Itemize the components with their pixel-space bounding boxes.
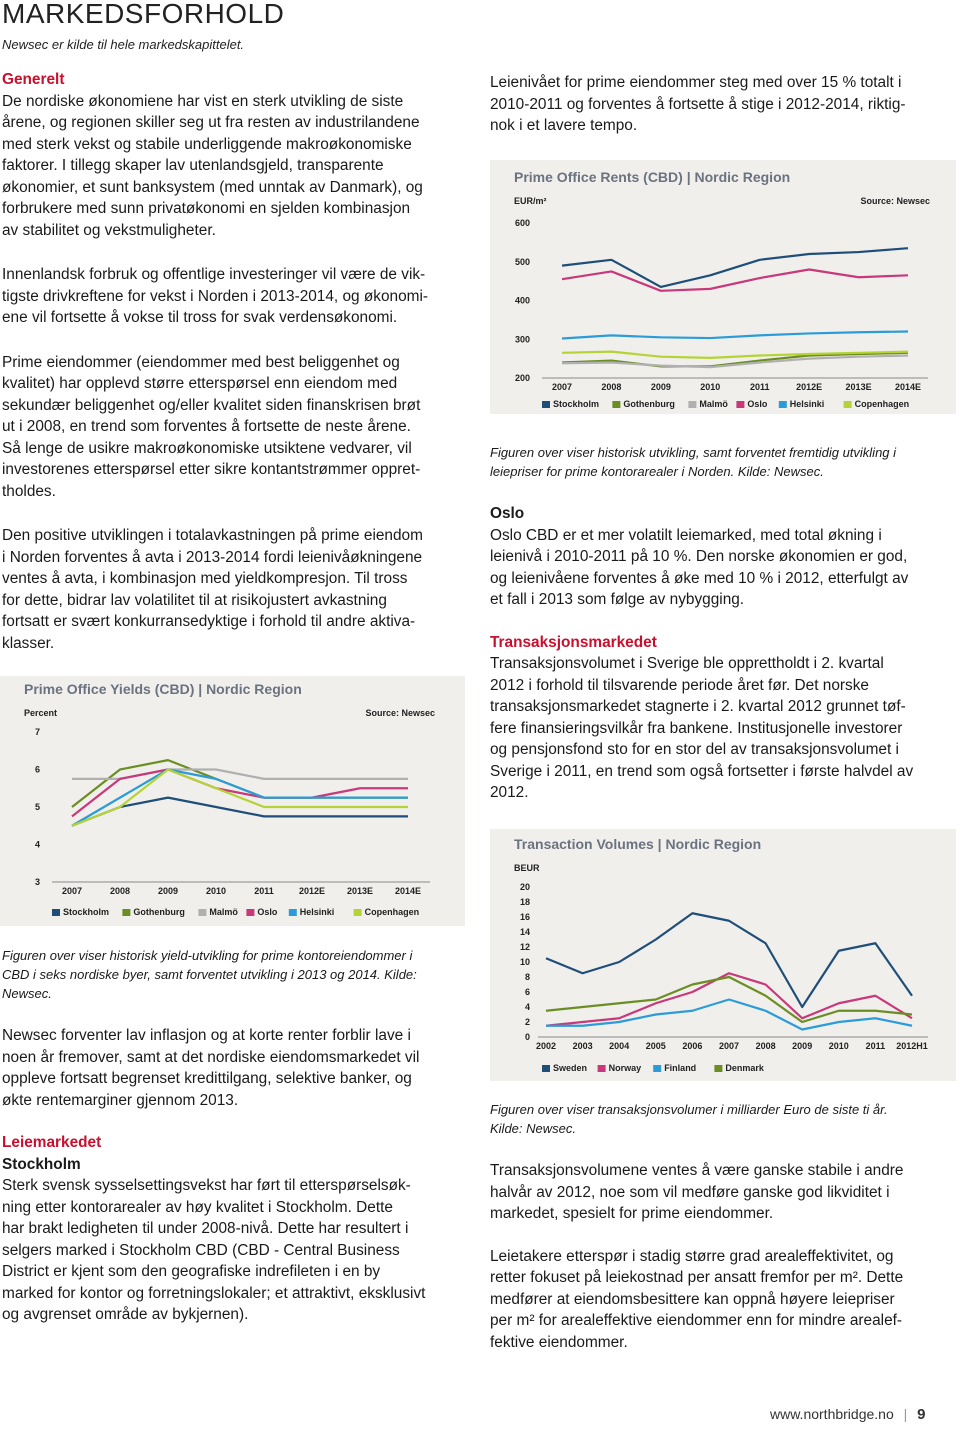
x-tick-label: 2010 xyxy=(700,382,721,392)
y-tick-label: 300 xyxy=(514,334,530,345)
series-line-sweden xyxy=(546,913,912,1007)
x-tick-label: 2007 xyxy=(718,1041,740,1051)
text-line: Oslo CBD er et mer volatilt leiemarked, med total økning i xyxy=(490,526,882,544)
legend-label: Oslo xyxy=(257,907,278,917)
right-column-lower xyxy=(490,1100,958,1353)
volumes-chart-svg xyxy=(490,829,956,1081)
paragraph-leienivaa xyxy=(490,72,958,137)
page-title: MARKEDSFORHOLD xyxy=(2,0,285,29)
text-line: leienivå i 2010-2011 på 10 %. Den norske økonomien er god, xyxy=(490,548,908,565)
x-tick-label: 2014E xyxy=(394,886,422,896)
yields-chart-svg xyxy=(0,676,465,926)
text-line: selgers marked i Stockholm CBD (CBD - Central Business xyxy=(2,1241,400,1259)
text-line: marked for kontor og forretningslokaler; et attraktivt, eksklusivt xyxy=(2,1284,426,1302)
x-tick-label: 2004 xyxy=(609,1041,630,1051)
legend-swatch xyxy=(122,909,130,916)
text-line: Transaksjonsvolumene ventes å være ganske stabile i andre xyxy=(490,1162,904,1179)
text-line: Innenlandsk forbruk og offentlige investeringer vil være de vik- xyxy=(2,266,426,283)
y-tick-label: 2 xyxy=(524,1017,530,1027)
text-line: noen år fremover, samt at det nordiske eiendomsmarkedet vil xyxy=(2,1048,420,1066)
volumes-chart xyxy=(490,829,956,1081)
y-tick-label: 200 xyxy=(514,373,530,383)
y-tick-label: 10 xyxy=(519,957,530,967)
legend-label: Malmö xyxy=(209,907,238,917)
text-line: og avgrenset område av bykjernen). xyxy=(2,1306,249,1323)
rents-chart xyxy=(490,160,956,414)
y-tick-label: 4 xyxy=(34,839,40,850)
legend-label: Malmö xyxy=(699,399,728,409)
rents-chart-svg xyxy=(490,160,956,414)
text-line: økonomier, et sunt banksystem (med unntak av Danmark), og xyxy=(2,178,423,196)
legend-label: Oslo xyxy=(747,399,768,409)
x-tick-label: 2006 xyxy=(682,1041,703,1051)
text-line: markedet, spesielt for prime eiendommer. xyxy=(490,1205,774,1222)
text-line: Sverige i 2011, en trend som også fortsetter i første halvdel av xyxy=(490,762,914,780)
paragraph-generelt xyxy=(2,91,464,242)
y-tick-label: 4 xyxy=(524,1002,530,1012)
y-tick-label: 5 xyxy=(34,802,40,812)
text-line: og leienivåene forventes å øke med 10 % i 2012, etterfulgt av xyxy=(490,569,909,587)
x-tick-label: 2011 xyxy=(254,886,274,896)
y-tick-label: 20 xyxy=(519,882,530,892)
y-tick-label: 500 xyxy=(514,256,530,267)
x-tick-label: 2009 xyxy=(792,1041,813,1051)
series-line-helsinki xyxy=(562,332,908,339)
x-tick-label: 2013E xyxy=(346,886,374,896)
legend-swatch xyxy=(736,401,744,408)
text-line: forbrukere med sunn privatøkonomi en sjelden kombinasjon xyxy=(2,200,411,217)
text-line: kvalitet) har opplevd større etterspørsel enn eiendom med xyxy=(2,375,398,392)
legend-swatch xyxy=(542,401,550,408)
text-line: sekundær beliggenhet og/eller kvalitet siden finanskrisen brøt xyxy=(2,396,421,414)
x-tick-label: 2007 xyxy=(551,382,573,392)
y-tick-label: 3 xyxy=(34,877,40,887)
y-tick-label: 6 xyxy=(34,764,40,775)
x-tick-label: 2002 xyxy=(535,1041,557,1051)
series-line-finland xyxy=(546,1000,912,1030)
text-line: transaksjonsmarkedet stagnerte i 2. kvartal 2012 grunnet tøf- xyxy=(490,698,906,715)
legend-swatch xyxy=(779,401,787,408)
y-tick-label: 7 xyxy=(34,727,40,737)
legend-swatch xyxy=(52,909,60,916)
legend-label: Sweden xyxy=(553,1063,588,1073)
text-line: Leietakere etterspør i stadig større grad arealeffektivitet, og xyxy=(490,1247,894,1265)
text-line: Transaksjonsvolumet i Sverige ble opprettholdt i 2. kvartal xyxy=(490,655,884,672)
text-line: halvår av 2012, noe som vil medføre ganske god likviditet i xyxy=(490,1183,890,1201)
x-tick-label: 2012E xyxy=(298,886,326,896)
text-line: nok i et lavere tempo. xyxy=(490,117,638,134)
y-tick-label: 0 xyxy=(524,1032,530,1042)
x-tick-label: 2011 xyxy=(865,1041,886,1051)
yields-caption xyxy=(2,946,464,1003)
y-tick-label: 400 xyxy=(514,295,530,306)
y-tick-label: 18 xyxy=(519,897,530,907)
text-line: fere finansieringsvilkår fra bankene. Institusjonelle investorer xyxy=(490,719,903,737)
x-tick-label: 2008 xyxy=(755,1041,776,1051)
text-line: Den positive utviklingen i totalavkastningen på prime eiendom xyxy=(2,527,423,544)
legend-label: Stockholm xyxy=(553,399,600,409)
text-line: leiepriser for prime kontorarealer i Norden. Kilde: Newsec. xyxy=(490,464,824,479)
page-number: 9 xyxy=(917,1406,926,1423)
text-line: Sterk svensk sysselsettingsvekst har ført til etterspørselsøk- xyxy=(2,1177,411,1194)
x-tick-label: 2008 xyxy=(601,382,622,392)
text-line: 2010-2011 og forventes å fortsette å stige i 2012-2014, riktig- xyxy=(490,95,906,113)
chart-title: Prime Office Yields (CBD) | Nordic Region xyxy=(24,681,302,697)
paragraph-transaksjon xyxy=(490,653,958,804)
series-line-oslo xyxy=(562,270,908,291)
text-line: ut i 2008, en trend som forventes å fortsette de neste årene. xyxy=(2,418,411,435)
chart-unit-label: Percent xyxy=(24,708,58,718)
text-line: klasser. xyxy=(2,634,55,652)
legend-swatch xyxy=(598,1065,606,1072)
text-line: og pensjonsfond sto for en stor del av transaksjonsvolumet i xyxy=(490,741,899,758)
chart-source: Source: Newsec xyxy=(365,708,435,718)
text-line: fektive eiendommer. xyxy=(490,1333,628,1351)
paragraph-prime xyxy=(2,352,464,503)
chart-title: Transaction Volumes | Nordic Region xyxy=(514,836,762,852)
x-tick-label: 2014E xyxy=(894,382,922,392)
text-line: 2012. xyxy=(490,784,529,801)
text-line: 2012 i forhold til tilsvarende periode året før. Det norske xyxy=(490,676,869,694)
legend-swatch xyxy=(289,909,297,916)
transaksjon-heading: Transaksjonsmarkedet xyxy=(490,633,657,651)
legend-swatch xyxy=(653,1065,661,1072)
legend-label: Stockholm xyxy=(63,907,110,917)
text-line: Figuren over viser historisk yield-utvikling for prime kontoreiendommer i xyxy=(2,948,413,963)
left-column-lower xyxy=(2,946,464,1326)
text-line: medfører at eiendomsbesittere kan oppnå høyere leiepriser xyxy=(490,1290,895,1308)
legend-swatch xyxy=(198,909,206,916)
x-tick-label: 2009 xyxy=(650,382,671,392)
legend-label: Copenhagen xyxy=(854,399,910,409)
text-line: av stabilitet og vekstmuligheter. xyxy=(2,221,216,239)
text-line: ene vil fortsette å vokse til tross for svak verdensøkonomi. xyxy=(2,309,398,326)
text-line: Kilde: Newsec. xyxy=(490,1121,576,1136)
text-line: ning etter kontorarealer av høy kvalitet i Stockholm. Dette xyxy=(2,1198,393,1216)
x-tick-label: 2005 xyxy=(645,1041,666,1051)
legend-label: Denmark xyxy=(725,1063,764,1073)
leiemarkedet-heading: Leiemarkedet xyxy=(2,1134,102,1151)
stockholm-heading: Stockholm xyxy=(2,1155,81,1173)
oslo-heading: Oslo xyxy=(490,505,525,522)
volumes-caption xyxy=(490,1100,958,1138)
legend-swatch xyxy=(612,401,620,408)
y-tick-label: 600 xyxy=(514,218,530,228)
text-line: per m² for arealeffektive eiendommer enn for mindre arealef- xyxy=(490,1312,903,1329)
x-tick-label: 2012E xyxy=(796,382,823,392)
text-line: ventes å avta, i kombinasjon med yieldkompresjon. Til tross xyxy=(2,570,408,587)
page-subtitle: Newsec er kilde til hele markedskapittelet. xyxy=(2,37,245,52)
paragraph-oslo xyxy=(490,525,958,611)
x-tick-label: 2007 xyxy=(61,886,83,896)
legend-label: Gothenburg xyxy=(133,907,185,917)
text-line: Figuren over viser transaksjonsvolumer i milliarder Euro de siste ti år. xyxy=(490,1102,888,1117)
text-line: i Norden forventes å avta i 2013-2014 fordi leienivåøkningene xyxy=(2,548,423,566)
text-line: økte rentemarginer gjennom 2013. xyxy=(2,1091,239,1109)
text-line: Prime eiendommer (eiendommer med best beliggenhet og xyxy=(2,353,400,371)
text-line: har brakt ledigheten til under 2008-nivå. Dette har resultert i xyxy=(2,1220,409,1237)
legend-label: Helsinki xyxy=(789,399,825,409)
legend-swatch xyxy=(714,1065,722,1072)
chart-unit-label: EUR/m² xyxy=(514,196,547,206)
text-line: tigste drivkreftene for vekst i Norden i 2013-2014, og økonomi- xyxy=(2,287,429,305)
legend-label: Norway xyxy=(608,1063,642,1073)
text-line: tholdes. xyxy=(2,482,56,500)
text-line: et fall i 2013 som følge av nybygging. xyxy=(490,591,745,608)
text-line: årene, og regionen skiller seg ut fra resten av industrilandene xyxy=(2,114,420,131)
footer-separator: | xyxy=(903,1406,908,1422)
x-tick-label: 2010 xyxy=(205,886,227,896)
text-line: District er kjent som den geografiske indrefileten i en by xyxy=(2,1263,381,1280)
text-line: Leienivået for prime eiendommer steg med over 15 % totalt i xyxy=(490,74,902,91)
text-line: med sterk vekst og stabile underliggende makroøkonomiske xyxy=(2,135,412,153)
right-column-mid xyxy=(490,443,958,804)
y-tick-label: 12 xyxy=(519,942,530,952)
x-tick-label: 2008 xyxy=(109,886,131,896)
paragraph-stabile xyxy=(490,1160,958,1225)
text-line: investorenes etterspørsel etter sikre kontantstrømmer oppret- xyxy=(2,461,421,478)
series-line-stockholm xyxy=(562,248,908,287)
y-tick-label: 8 xyxy=(524,972,530,982)
yields-chart xyxy=(0,676,465,926)
legend-label: Copenhagen xyxy=(364,907,420,917)
chart-source: Source: Newsec xyxy=(860,196,930,206)
legend-swatch xyxy=(246,909,254,916)
paragraph-avkastning xyxy=(2,525,464,654)
legend-swatch xyxy=(844,401,852,408)
text-line: CBD i seks nordiske byer, samt forventet utvikling i 2013 og 2014. Kilde: xyxy=(2,967,417,982)
rents-caption xyxy=(490,443,958,481)
y-tick-label: 16 xyxy=(519,912,530,922)
footer-url[interactable]: www.northbridge.no xyxy=(770,1406,894,1422)
legend-label: Finland xyxy=(664,1063,697,1073)
chart-unit-label: BEUR xyxy=(514,863,540,873)
paragraph-forbruk xyxy=(2,264,464,329)
text-line: Så lenge de usikre makroøkonomiske utsiktene vedvarer, vil xyxy=(2,439,412,457)
chart-title: Prime Office Rents (CBD) | Nordic Region xyxy=(514,169,791,185)
y-tick-label: 6 xyxy=(524,987,530,997)
series-line-oslo xyxy=(72,770,408,817)
series-line-gothenburg xyxy=(72,760,408,807)
generelt-heading: Generelt xyxy=(2,71,65,88)
text-line: Newsec forventer lav inflasjon og at korte renter forblir lave i xyxy=(2,1027,411,1044)
paragraph-arealeffektivitet xyxy=(490,1246,958,1354)
text-line: Figuren over viser historisk utvikling, samt forventet fremtidig utvikling i xyxy=(490,445,897,460)
text-line: Newsec. xyxy=(2,986,52,1001)
footer xyxy=(770,1406,926,1423)
text-line: De nordiske økonomiene har vist en sterk utvikling de siste xyxy=(2,92,404,110)
x-tick-label: 2003 xyxy=(572,1041,593,1051)
legend-swatch xyxy=(542,1065,550,1072)
legend-label: Helsinki xyxy=(299,907,335,917)
right-column-top xyxy=(490,72,958,137)
x-tick-label: 2012H1 xyxy=(896,1041,928,1051)
series-line-stockholm xyxy=(72,798,408,826)
y-tick-label: 14 xyxy=(519,927,530,937)
x-tick-label: 2010 xyxy=(828,1041,849,1051)
text-line: faktorer. I tillegg skaper lav utenlandsgjeld, transparente xyxy=(2,157,384,174)
x-tick-label: 2013E xyxy=(845,382,872,392)
text-line: retter fokuset på leiekostnad per ansatt fremfor per m². Dette xyxy=(490,1269,904,1286)
legend-label: Gothenburg xyxy=(623,399,675,409)
left-column xyxy=(2,69,464,654)
text-line: oppleve fortsatt begrenset kredittilgang, selektive banker, og xyxy=(2,1070,412,1087)
text-line: for dette, bidrar lav volatilitet til at risikojustert avkastning xyxy=(2,591,387,609)
x-tick-label: 2011 xyxy=(749,382,770,392)
paragraph-stockholm xyxy=(2,1175,464,1326)
paragraph-inflasjon xyxy=(2,1025,464,1111)
legend-swatch xyxy=(354,909,362,916)
text-line: fortsatt er svært konkurransedyktige i forhold til andre aktiva- xyxy=(2,613,416,630)
x-tick-label: 2009 xyxy=(157,886,179,896)
legend-swatch xyxy=(688,401,696,408)
